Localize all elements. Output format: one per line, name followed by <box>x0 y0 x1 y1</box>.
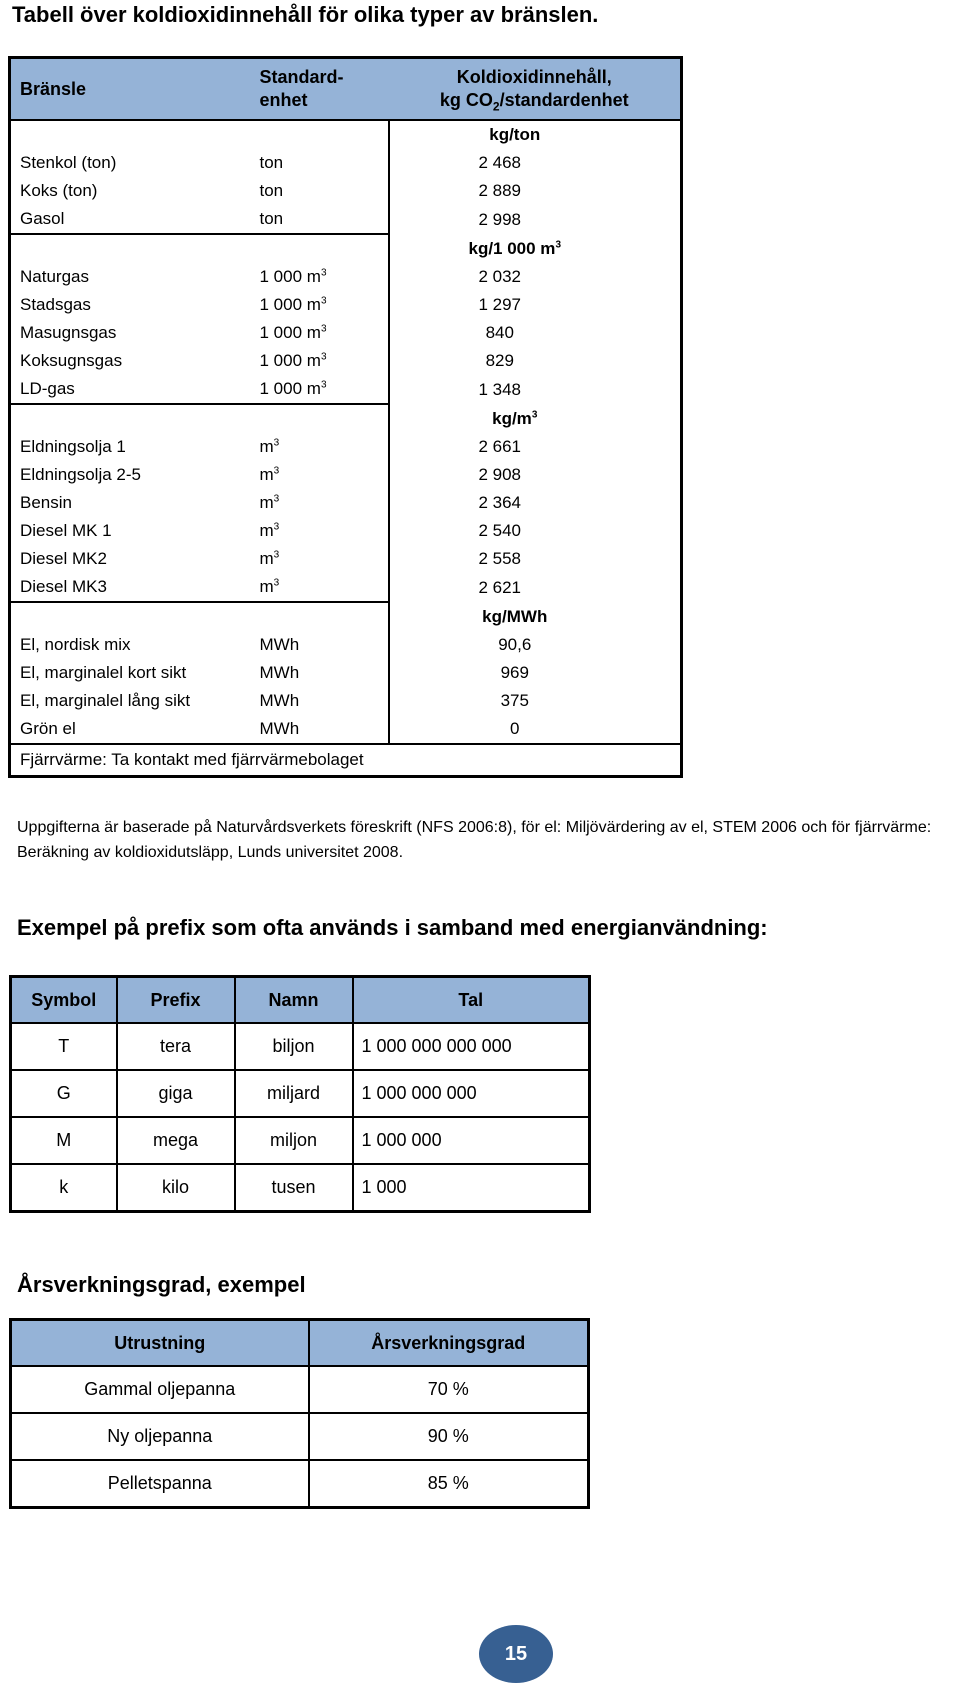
fuel-name: Koksugnsgas <box>20 351 123 370</box>
prefix-symbol: k <box>11 1164 117 1212</box>
table-row <box>11 1117 590 1164</box>
fuel-unit: $m^3$ <box>259 549 280 568</box>
district-heating-note: Fjärrvärme: Ta kontakt med fjärrvärmebolaget <box>10 744 682 777</box>
fuel-name: Diesel MK3 <box>20 577 107 596</box>
fuel-unit: ton <box>259 209 284 228</box>
fuel-name: El, marginalel lång sikt <box>20 691 191 710</box>
prefix-symbol: T <box>11 1023 117 1070</box>
table-row <box>10 263 682 291</box>
fuel-unit: $m^3$ <box>259 577 280 596</box>
unit-group-heading: kg/ton <box>389 120 682 149</box>
fuel-unit: ton <box>259 153 284 172</box>
co2-value: 2 621 <box>389 573 682 602</box>
table-row <box>10 489 682 517</box>
table-row <box>10 149 682 177</box>
fuel-name: Masugnsgas <box>20 323 117 342</box>
co2-value: 375 <box>389 687 682 715</box>
unit-superscript: 3 <box>320 295 327 307</box>
prefix-number: 1 000 000 000 <box>353 1070 590 1117</box>
efficiency-table <box>9 1318 590 1509</box>
prefix-number: 1 000 <box>353 1164 590 1212</box>
fuel-name: Naturgas <box>20 267 89 286</box>
prefix-number: 1 000 000 000 000 <box>353 1023 590 1070</box>
table-row <box>11 1366 589 1413</box>
prefix-name: miljon <box>235 1117 353 1164</box>
table-row <box>10 205 682 234</box>
unit-heading-superscript: 3 <box>531 408 538 420</box>
fuel-name: Bensin <box>20 493 72 512</box>
fuel-unit: 1 000 $m^3$ <box>259 379 327 398</box>
efficiency-header-row <box>11 1320 589 1367</box>
table-row <box>10 291 682 319</box>
prefix-symbol: G <box>11 1070 117 1117</box>
efficiency-header-equipment: Utrustning <box>11 1320 309 1367</box>
header-co2-line1: Koldioxidinnehåll, <box>456 67 612 87</box>
table-row <box>10 545 682 573</box>
fuel-name: Diesel MK 1 <box>20 521 112 540</box>
prefix-section-title: Exempel på prefix som ofta används i samband med energianvändning: <box>17 915 768 940</box>
prefix-symbol: M <box>11 1117 117 1164</box>
unit-superscript: 3 <box>320 267 327 279</box>
table-row <box>11 1070 590 1117</box>
table-row <box>10 347 682 375</box>
co2-value: 829 <box>389 347 682 375</box>
header-fuel-label: Bränsle <box>20 78 87 99</box>
co2-value: 2 908 <box>389 461 682 489</box>
fuel-unit: MWh <box>259 635 300 654</box>
table-row <box>10 659 682 687</box>
table-row <box>10 461 682 489</box>
header-unit-line2: enhet <box>259 90 308 110</box>
header-unit <box>260 58 389 121</box>
prefix-header-prefix: Prefix <box>117 977 235 1024</box>
unit-superscript: 3 <box>320 379 327 391</box>
unit-superscript: 3 <box>273 465 280 477</box>
fuel-table-header-row <box>10 58 682 121</box>
fuel-name: El, nordisk mix <box>20 635 131 654</box>
prefix-prefix: kilo <box>117 1164 235 1212</box>
fuel-name: LD-gas <box>20 379 75 398</box>
unit-group-heading: $kg/m^3$ <box>389 404 682 433</box>
fuel-name: Diesel MK2 <box>20 549 107 568</box>
table-row <box>11 1023 590 1070</box>
fuel-unit: 1 000 $m^3$ <box>259 267 327 286</box>
fuel-unit: $m^3$ <box>259 465 280 484</box>
table-row <box>10 433 682 461</box>
unit-group-heading: kg/1 000 $m^3$ <box>389 234 682 263</box>
table-row <box>10 715 682 744</box>
prefix-table <box>9 975 591 1213</box>
table-row <box>10 631 682 659</box>
fuel-name: Stenkol (ton) <box>20 153 117 172</box>
efficiency-header-rate: Årsverkningsgrad <box>309 1320 589 1367</box>
header-co2-line2 <box>390 89 680 112</box>
co2-value: 840 <box>389 319 682 347</box>
co2-value: 2 998 <box>389 205 682 234</box>
prefix-header-symbol: Symbol <box>11 977 117 1024</box>
co2-value: 90,6 <box>389 631 682 659</box>
header-unit-line1: Standard- <box>259 67 344 87</box>
fuel-name: El, marginalel kort sikt <box>20 663 187 682</box>
source-note: Uppgifterna är baserade på Naturvårdsverkets föreskrift (NFS 2006:8), för el: Miljövärdering av el, STEM 2006 och för fjärrvärme: Beräkning av koldioxidutsläpp, Lunds universitet 2008. <box>17 819 932 861</box>
efficiency-rate: 70 % <box>309 1366 589 1413</box>
prefix-number: 1 000 000 <box>353 1117 590 1164</box>
fuel-unit: 1 000 $m^3$ <box>259 295 327 314</box>
table-row <box>11 1413 589 1460</box>
efficiency-rate: 85 % <box>309 1460 589 1508</box>
fuel-table-footer-row <box>10 744 682 777</box>
co2-value: 1 297 <box>389 291 682 319</box>
unit-group-heading-row <box>10 120 682 149</box>
prefix-name: miljard <box>235 1070 353 1117</box>
unit-group-heading: kg/MWh <box>389 602 682 631</box>
fuel-unit: MWh <box>259 719 300 738</box>
co2-value: 0 <box>389 715 682 744</box>
prefix-prefix: mega <box>117 1117 235 1164</box>
unit-group-heading-row <box>10 404 682 433</box>
unit-superscript: 3 <box>320 323 327 335</box>
unit-superscript: 3 <box>273 521 280 533</box>
co2-value: 2 889 <box>389 177 682 205</box>
efficiency-rate: 90 % <box>309 1413 589 1460</box>
table-row <box>11 1460 589 1508</box>
co2-value: 2 468 <box>389 149 682 177</box>
unit-superscript: 3 <box>273 577 280 589</box>
fuel-co2-table <box>8 56 683 778</box>
co2-value: 2 661 <box>389 433 682 461</box>
page-title: Tabell över koldioxidinnehåll för olika typer av bränslen. <box>12 2 599 27</box>
efficiency-equipment: Pelletspanna <box>11 1460 309 1508</box>
prefix-header-number: Tal <box>353 977 590 1024</box>
fuel-unit: $m^3$ <box>259 521 280 540</box>
efficiency-equipment: Gammal oljepanna <box>11 1366 309 1413</box>
unit-superscript: 3 <box>273 437 280 449</box>
co2-value: 2 558 <box>389 545 682 573</box>
fuel-name: Gasol <box>20 209 65 228</box>
header-co2-prefix: kg CO <box>439 90 493 110</box>
prefix-prefix: tera <box>117 1023 235 1070</box>
header-co2 <box>389 58 682 121</box>
table-row <box>10 177 682 205</box>
fuel-unit: 1 000 $m^3$ <box>259 351 327 370</box>
prefix-header-name: Namn <box>235 977 353 1024</box>
fuel-unit: MWh <box>259 663 300 682</box>
prefix-prefix: giga <box>117 1070 235 1117</box>
table-row <box>10 319 682 347</box>
unit-superscript: 3 <box>320 351 327 363</box>
fuel-unit: $m^3$ <box>259 437 280 456</box>
header-fuel <box>10 58 260 121</box>
page-number-badge: 15 <box>479 1625 553 1683</box>
fuel-unit: $m^3$ <box>259 493 280 512</box>
fuel-name: Eldningsolja 1 <box>20 437 126 456</box>
fuel-name: Stadsgas <box>20 295 91 314</box>
unit-superscript: 3 <box>273 493 280 505</box>
co2-value: 969 <box>389 659 682 687</box>
unit-group-heading-row <box>10 602 682 631</box>
fuel-name: Grön el <box>20 719 76 738</box>
co2-value: 2 540 <box>389 517 682 545</box>
header-co2-suffix: /standardenhet <box>499 90 629 110</box>
fuel-name: Eldningsolja 2-5 <box>20 465 141 484</box>
table-row <box>10 375 682 404</box>
efficiency-equipment: Ny oljepanna <box>11 1413 309 1460</box>
co2-value: 2 032 <box>389 263 682 291</box>
table-row <box>10 517 682 545</box>
unit-superscript: 3 <box>273 549 280 561</box>
fuel-unit: 1 000 $m^3$ <box>259 323 327 342</box>
fuel-table-body <box>10 120 682 777</box>
prefix-name: tusen <box>235 1164 353 1212</box>
fuel-unit: ton <box>259 181 284 200</box>
co2-value: 1 348 <box>389 375 682 404</box>
unit-heading-superscript: 3 <box>555 238 561 250</box>
efficiency-section-title: Årsverkningsgrad, exempel <box>17 1272 306 1297</box>
prefix-header-row <box>11 977 590 1024</box>
fuel-unit: MWh <box>259 691 300 710</box>
prefix-name: biljon <box>235 1023 353 1070</box>
co2-value: 2 364 <box>389 489 682 517</box>
header-co2-sub: 2 <box>492 99 500 114</box>
unit-group-heading-row <box>10 234 682 263</box>
table-row <box>10 573 682 602</box>
table-row <box>10 687 682 715</box>
fuel-name: Koks (ton) <box>20 181 98 200</box>
table-row <box>11 1164 590 1212</box>
